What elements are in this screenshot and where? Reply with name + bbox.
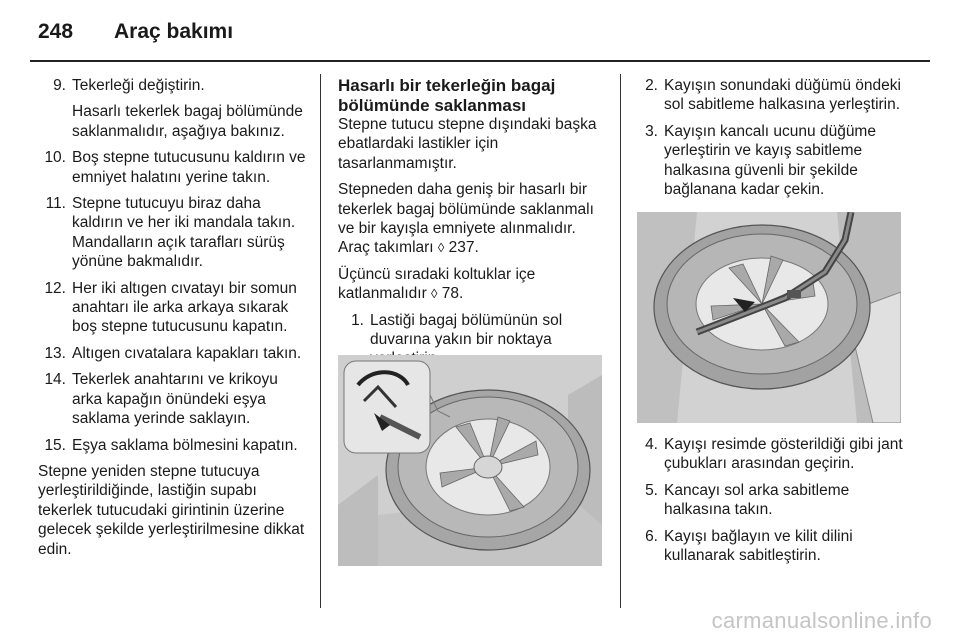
spare-wheel-drawing xyxy=(338,355,602,566)
step-number: 14. xyxy=(44,371,66,389)
step-number: 5. xyxy=(645,481,658,499)
step-text: Stepne tutucuyu biraz daha kaldırın ve her iki mandala takın. Mandalların açık tarafları sürüş yönüne bakmalıdır. xyxy=(72,195,296,271)
step-text: Boş stepne tutucusunu kaldırın ve emniyet halatını yerine takın. xyxy=(72,149,306,186)
step-text: Kancayı sol arka sabitleme halkasına takın. xyxy=(664,481,850,519)
step-text: Altıgen cıvatalara kapakları takın. xyxy=(72,344,302,362)
step-12 xyxy=(38,279,310,337)
paragraph-2: Stepneden daha geniş bir hasarlı bir tekerlek bagaj bölümünde saklanmalı ve bir kayışla emniyete alınmalıdır. Araç takımları ◊ 237. xyxy=(338,181,594,257)
strapped-wheel-drawing xyxy=(637,212,901,423)
page-header xyxy=(0,0,960,62)
step-number: 6. xyxy=(645,527,658,545)
spare-wheel-illustration xyxy=(338,355,602,566)
step-text: Eşya saklama bölmesini kapatın. xyxy=(72,436,298,454)
column-1 xyxy=(38,76,310,566)
step-10 xyxy=(38,148,310,187)
note-paragraph: Stepne yeniden stepne tutucuya yerleştirildiğinde, lastiğin supabı tekerlek tutucudaki girintinin üzerine gelecek şekilde yerleştirilmesine dikkat edin. xyxy=(38,462,305,558)
watermark: carmanualsonline.info xyxy=(711,608,932,633)
step-6 xyxy=(638,527,908,566)
page-ref-icon: ◊ xyxy=(437,240,445,256)
step-13 xyxy=(38,344,310,363)
page-number: 248 xyxy=(38,20,74,43)
step-14 xyxy=(38,370,310,428)
step-text: Tekerlek anahtarını ve krikoyu arka kapağın önündeki eşya saklama yerinde saklayın. xyxy=(72,371,278,428)
step-15 xyxy=(38,436,310,455)
page-ref[interactable]: 78 xyxy=(441,285,460,303)
step-3 xyxy=(638,122,908,200)
page-ref[interactable]: 237 xyxy=(448,239,475,257)
step-9-note: Hasarlı tekerlek bagaj bölümünde saklanmalıdır, aşağıya bakınız. xyxy=(72,103,303,140)
paragraph-1: Stepne tutucu stepne dışındaki başka ebatlardaki lastikler için tasarlanmamıştır. xyxy=(338,116,597,172)
step-5 xyxy=(638,481,908,520)
column-2 xyxy=(338,76,610,376)
step-number: 12. xyxy=(44,279,66,297)
step-4 xyxy=(638,435,908,474)
page-ref-icon: ◊ xyxy=(431,286,438,302)
step-2 xyxy=(638,76,908,115)
step-number: 1. xyxy=(351,311,364,329)
column-3 xyxy=(638,76,908,206)
step-text: Kayışın kancalı ucunu düğüme yerleştirin ve kayış sabitleme halkasına güvenli bir şekilde bağlanana kadar çekin. xyxy=(664,122,876,199)
step-text: Kayışı resimde gösterildiği gibi jant çubukları arasından geçirin. xyxy=(664,436,903,473)
paragraph-3: Üçüncü sıradaki koltuklar içe katlanmalıdır ◊ 78. xyxy=(338,265,536,303)
step-number: 9. xyxy=(53,77,66,94)
step-number: 10. xyxy=(44,149,66,167)
step-text: Tekerleği değiştirin. xyxy=(72,77,205,94)
step-number: 11. xyxy=(45,195,66,213)
step-11 xyxy=(38,194,310,272)
page-title: Araç bakımı xyxy=(114,20,234,43)
column-3-lower xyxy=(638,435,908,572)
step-number: 2. xyxy=(645,77,658,94)
step-text: Her iki altıgen cıvatayı bir somun anahtarı ile arka arkaya sıkarak boş stepne tutucusunu kapatın. xyxy=(72,279,297,336)
step-number: 15. xyxy=(44,436,66,454)
step-number: 4. xyxy=(645,436,658,453)
step-9 xyxy=(38,76,310,95)
header-rule xyxy=(30,60,930,62)
column-divider xyxy=(620,74,621,608)
step-number: 3. xyxy=(645,122,658,140)
step-text: Kayışı bağlayın ve kilit dilini kullanarak sabitleştirin. xyxy=(664,527,853,565)
strapped-wheel-illustration xyxy=(637,212,901,423)
step-text: Kayışın sonundaki düğümü öndeki sol sabitleme halkasına yerleştirin. xyxy=(664,77,901,114)
step-number: 13. xyxy=(44,344,66,362)
step-text: Lastiği bagaj bölümünün sol duvarına yakın bir noktaya xyxy=(370,311,563,349)
column-divider xyxy=(320,74,321,608)
section-heading: Hasarlı bir tekerleğin bagaj bölümünde saklanması xyxy=(338,76,556,115)
